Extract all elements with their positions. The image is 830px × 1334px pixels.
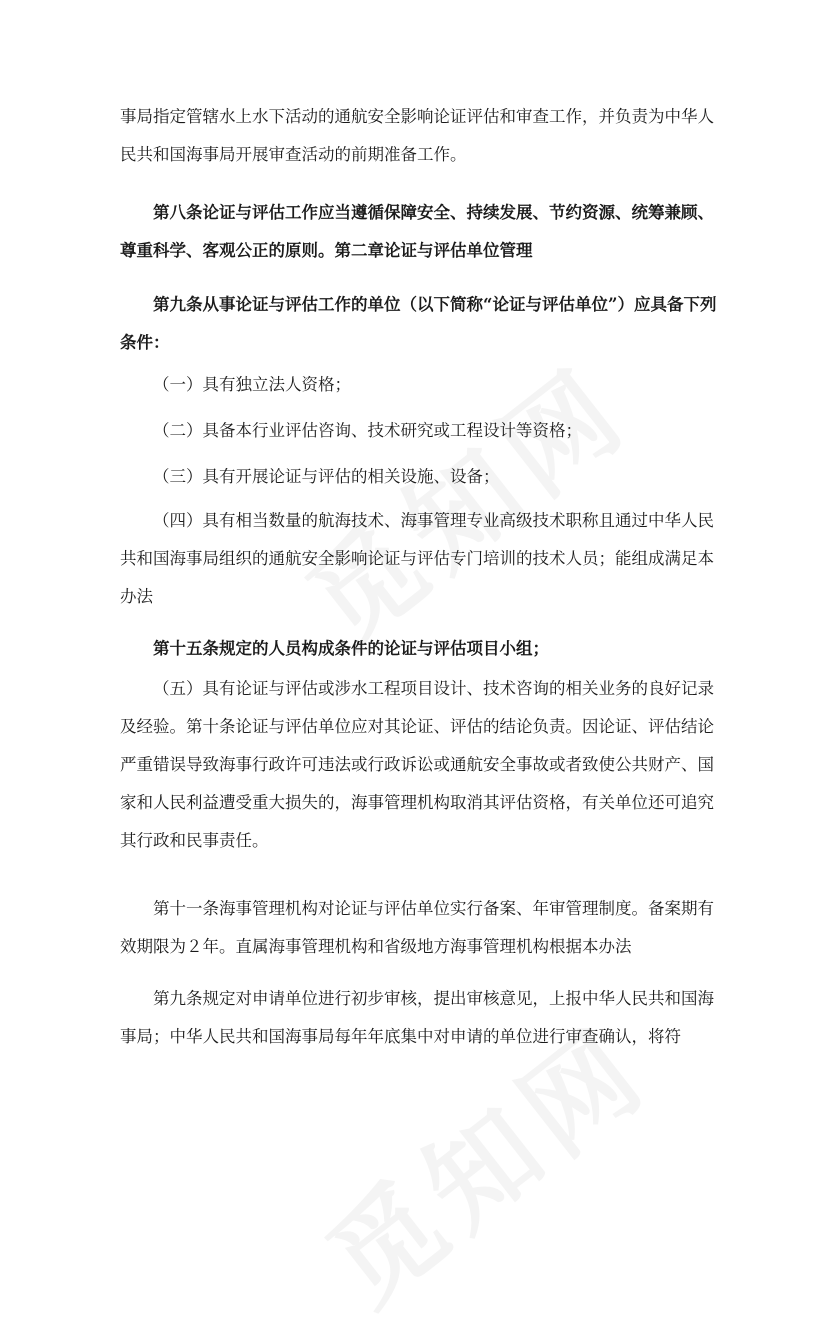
paragraph-article-15: 第十五条规定的人员构成条件的论证与评估项目小组； [153, 639, 549, 658]
paragraph-item-4: （四）具有相当数量的航海技术、海事管理专业高级技术职称且通过中华人民共和国海事局组织的通航安全影响论证与评估专门培训的技术人员；能组成满足本办法 [120, 511, 714, 606]
paragraph-article-11: 第十一条海事管理机构对论证与评估单位实行备案、年审管理制度。备案期有效期限为２年。直属海事管理机构和省级地方海事管理机构根据本办法 [120, 899, 714, 956]
paragraph-article-8: 第八条论证与评估工作应当遵循保障安全、持续发展、节约资源、统筹兼顾、尊重科学、客观公正的原则。第二章论证与评估单位管理 [120, 203, 714, 260]
paragraph-article-9-ref: 第九条规定对申请单位进行初步审核，提出审核意见，上报中华人民共和国海事局；中华人民共和国海事局每年年底集中对申请的单位进行审查确认，将符 [120, 989, 714, 1046]
paragraph-item-3: （三）具有开展论证与评估的相关设施、设备； [153, 467, 500, 486]
paragraph-item-5: （五）具有论证与评估或涉水工程项目设计、技术咨询的相关业务的良好记录及经验。第十条论证与评估单位应对其论证、评估的结论负责。因论证、评估结论严重错误导致海事行政许可违法或行政诉讼或通航安全事故或者致使公共财产、国家和人民利益遭受重大损失的，海事管理机构取消其评估资格，有关单位还可追究其行政和民事责任。 [120, 679, 714, 850]
paragraph-1: 事局指定管辖水上水下活动的通航安全影响论证评估和审查工作，并负责为中华人民共和国海事局开展审查活动的前期准备工作。 [120, 107, 714, 164]
paragraph-item-1: （一）具有独立法人资格； [153, 375, 351, 394]
paragraph-article-9: 第九条从事论证与评估工作的单位（以下简称“论证与评估单位”）应具备下列条件： [120, 295, 717, 352]
paragraph-item-2: （二）具备本行业评估咨询、技术研究或工程设计等资格； [153, 421, 582, 440]
